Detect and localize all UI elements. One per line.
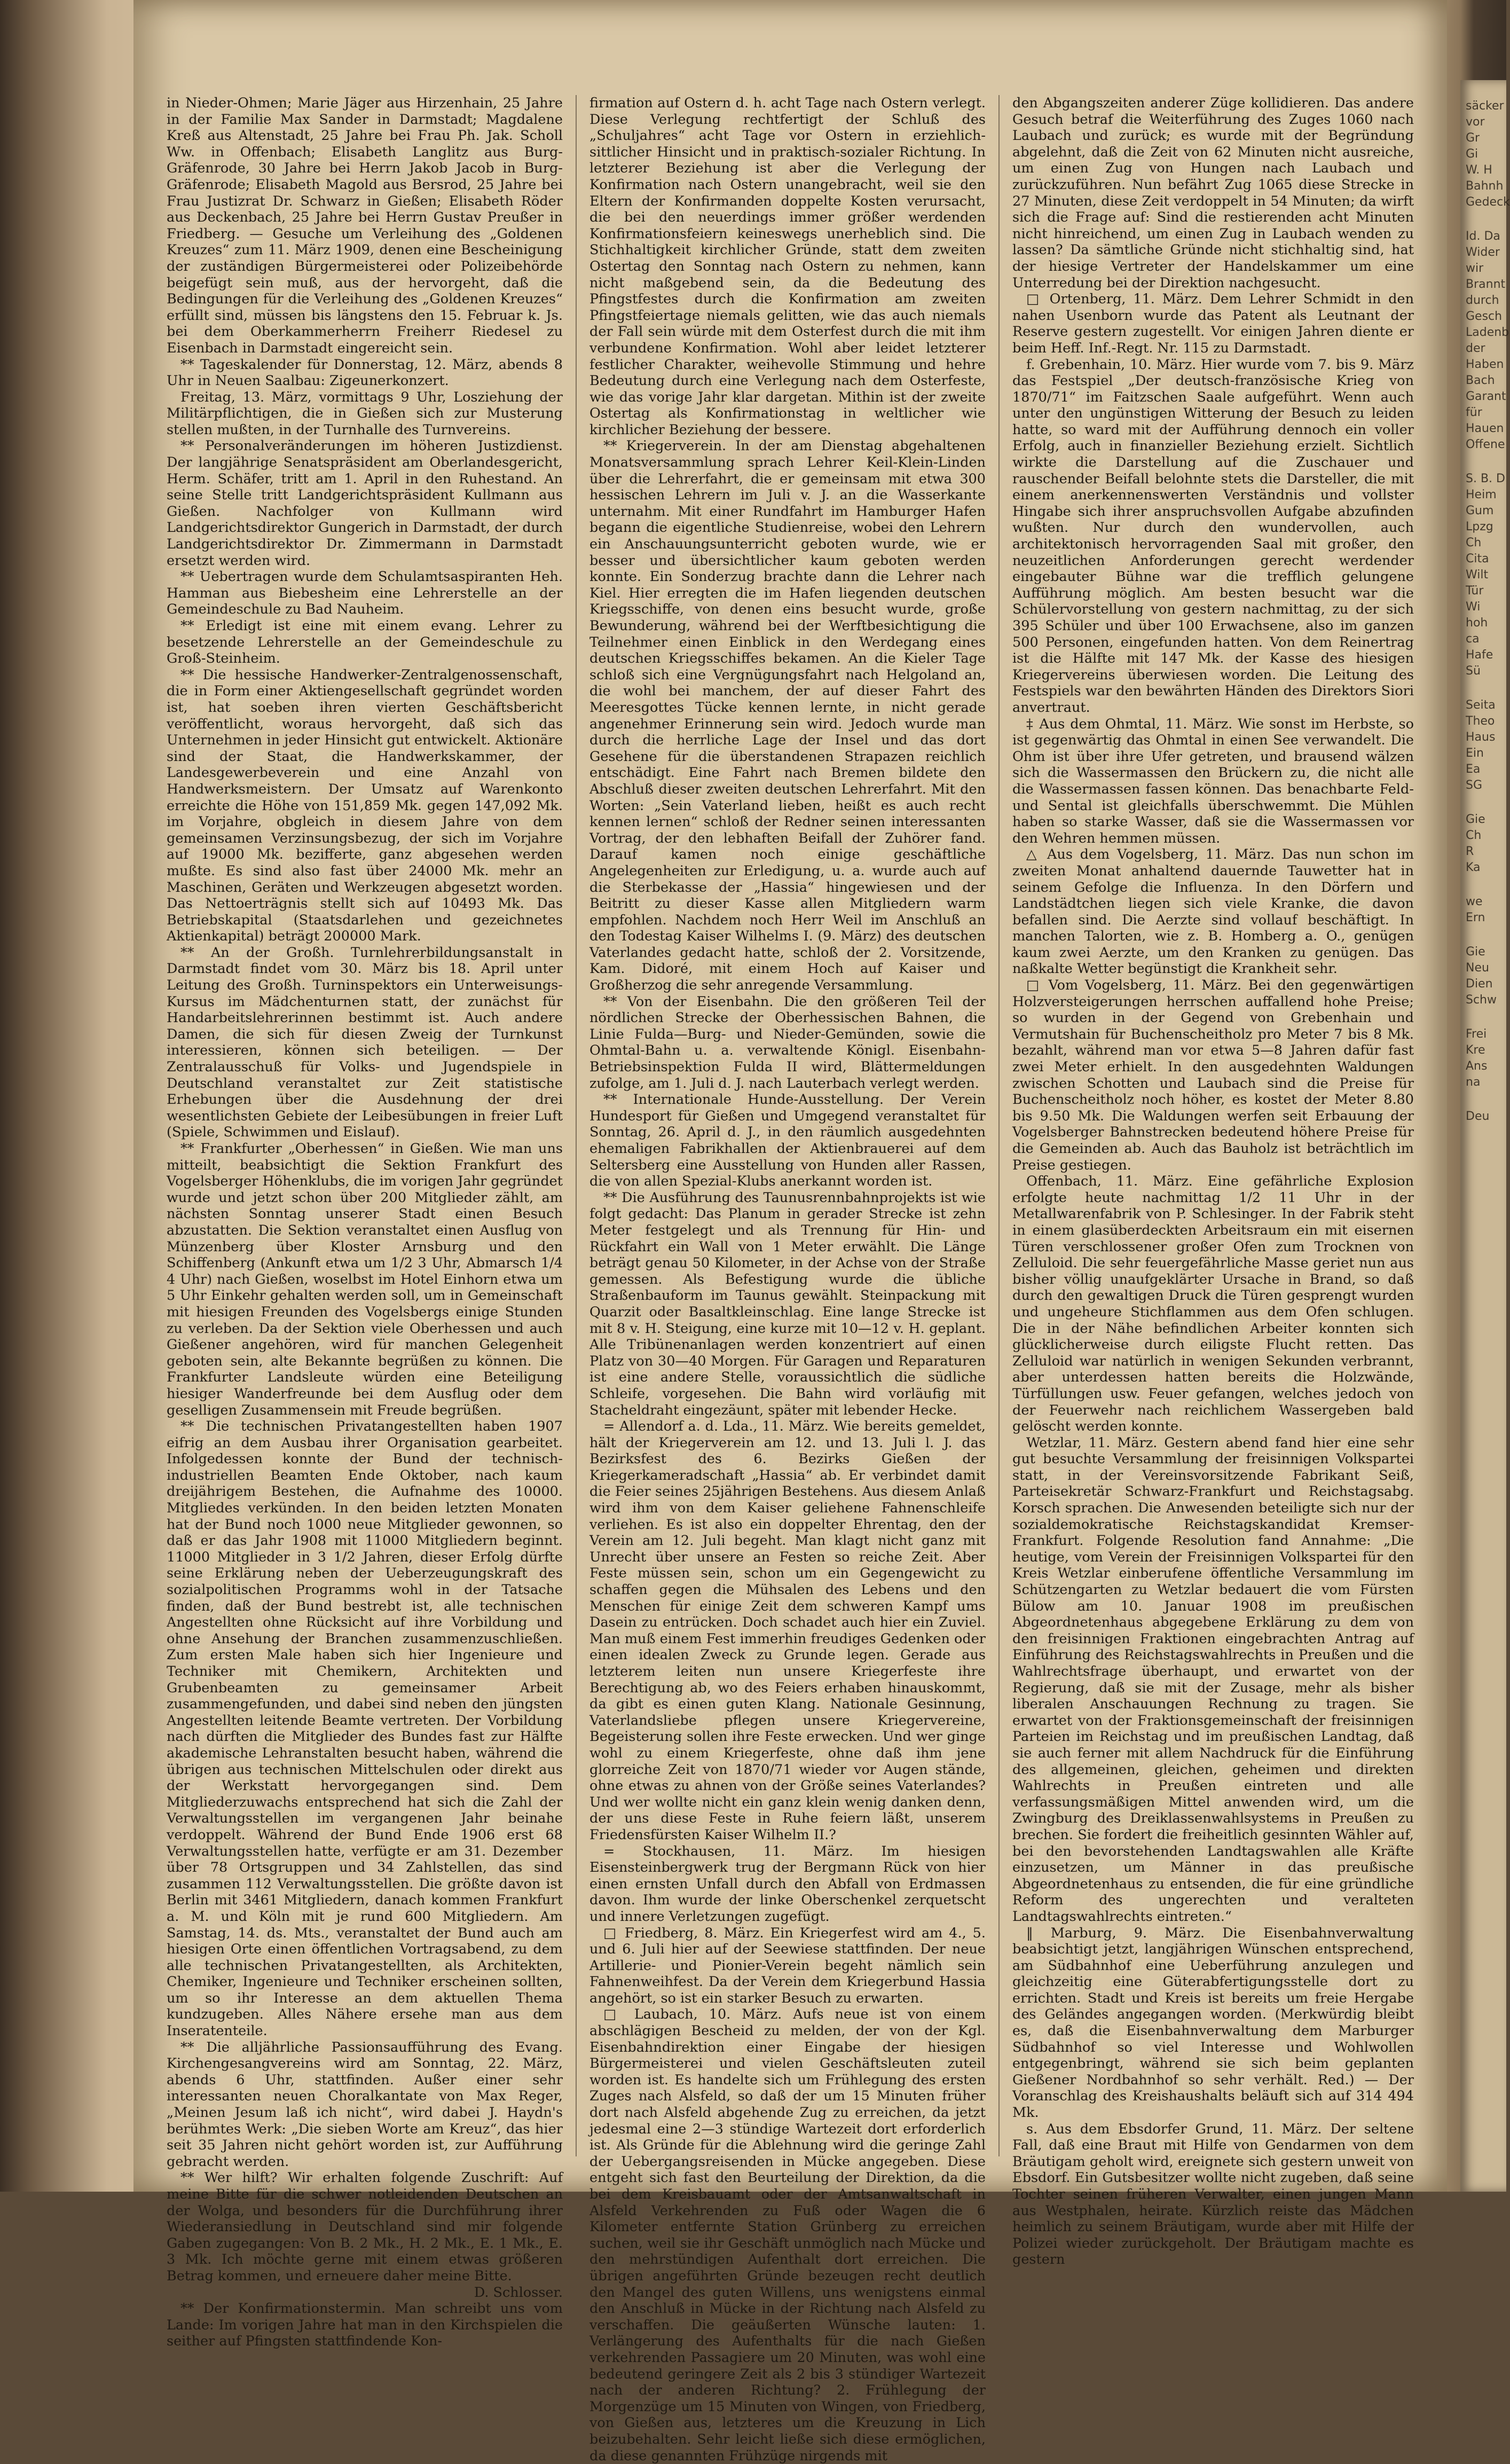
column-1 [167, 95, 563, 2350]
edge-text-line: Gie [1466, 945, 1485, 959]
edge-text-line: Ka [1466, 861, 1481, 874]
article-paragraph: ** Tageskalender für Donnerstag, 12. März, abends 8 Uhr in Neuen Saalbau: Zigeunerkonzert. [167, 356, 563, 389]
edge-text-line: Seita [1466, 699, 1496, 712]
next-page-edge [1460, 80, 1510, 2192]
edge-text-line: Wi [1466, 600, 1481, 614]
article-paragraph: Wetzlar, 11. März. Gestern abend fand hier eine sehr gut besuchte Versammlung der freisinnigen Volkspartei statt, in der Vereinsvorsitzende Fabrikant Seiß, Parteisekretär Schwarz-Frankfurt und Reichstagsabg. Korsch sprachen. Die Anwesenden beteiligte sich nur der sozialdemokratische Reichstagskandidat Kremser-Frankfurt. Folgende Resolution fand Annahme: „Die heutige, vom Verein der Freisinnigen Volkspartei für den Kreis Wetzlar einberufene öffentliche Versammlung im Schützengarten zu Wetzlar bedauert die vom Fürsten Bülow am 10. Januar 1908 im preußischen Abgeordnetenhaus abgegebene Erklärung zu dem von den freisinnigen Fraktionen eingebrachten Antrag auf Einführung des Reichstagswahlrechts in Preußen und die Wahlrechtsfrage überhaupt, und erwartet von der Regierung, daß sie mit der Zusage, mehr als bisher liberalen Anschauungen Rechnung zu tragen. Sie erwartet von der Fraktionsgemeinschaft der freisinnigen Parteien im Reichstag und im preußischen Landtag, daß sie auch ferner mit allem Nachdruck für die Einführung des allgemeinen, gleichen, geheimen und direkten Wahlrechts in Preußen eintreten und alle verfassungsmäßigen Mittel anwenden wird, um die Zwingburg des Dreiklassenwahlsystems in Preußen zu brechen. Sie fordert die freiheitlich gesinnten Wähler auf, bei den bevorstehenden Landtagswahlen alle Kräfte einzusetzen, um Männer in das preußische Abgeordnetenhaus zu entsenden, die für eine gründliche Reform des ungerechten und veralteten Landtagswahlrechts eintreten.“ [1012, 1434, 1414, 1925]
article-paragraph: ** Wer hilft? Wir erhalten folgende Zuschrift: Auf meine Bitte für die schwer notleidenden Deutschen an der Wolga, und besonders für die Durchführung ihrer Wiederansiedlung in Deutschland sind mir folgende Gaben zugegangen: Von B. 2 Mk., H. 2 Mk., E. 1 Mk., E. 3 Mk. Ich möchte gerne mit einem etwas größeren Betrag kommen, und erneuere daher meine Bitte. [167, 2170, 563, 2284]
column-3 [1012, 95, 1414, 2268]
edge-text-line: Gi [1466, 147, 1478, 161]
edge-text-block [1460, 1109, 1506, 1125]
edge-text-line: Ladenb [1466, 326, 1509, 339]
column-rule [576, 95, 577, 2156]
edge-text-line: Haben [1466, 358, 1504, 371]
edge-text-line: durch [1466, 294, 1499, 307]
edge-text-block [1460, 944, 1506, 1008]
edge-text-line: ca [1466, 632, 1480, 646]
article-paragraph: ‖ Marburg, 9. März. Die Eisenbahnverwaltung beabsichtigt jetzt, langjährigen Wünschen entsprechend, am Südbahnhof eine Ueberführung anzulegen und gleichzeitig eine Güterabfertigungsstelle dort zu errichten. Stadt und Kreis ist bereits um freie Hergabe des Geländes angegangen worden. (Merkwürdig bleibt es, daß die Eisenbahnverwaltung dem Marburger Südbahnhof so viel Interesse und Wohlwollen entgegenbringt, während sie sich beim geplanten Gießener Nordbahnhof so sehr verhält. Red.) — Der Voranschlag des Kreishaushalts beläuft sich auf 314 494 Mk. [1012, 1925, 1414, 2121]
edge-text-line: Ea [1466, 763, 1481, 776]
edge-text-line: Schw [1466, 993, 1497, 1007]
edge-text-line: Id. Da [1466, 230, 1500, 243]
edge-text-line: Deu [1466, 1110, 1490, 1123]
article-paragraph: Freitag, 13. März, vormittags 9 Uhr, Losziehung der Militärpflichtigen, die in Gießen sich zur Musterung stellen mußten, in der Turnhalle des Turnvereins. [167, 389, 563, 438]
edge-text-line: Hauen [1466, 422, 1504, 435]
edge-text-line: wir [1466, 262, 1484, 275]
edge-text-line: W. H [1466, 163, 1492, 177]
article-paragraph: □ Laubach, 10. März. Aufs neue ist von einem abschlägigen Bescheid zu melden, der von der Kgl. Eisenbahndirektion einer Eingabe der hiesigen Bürgermeisterei und vielen Geschäftsleuten zuteil worden ist. Es handelte sich um Frühlegung des ersten Zuges nach Alsfeld, so daß der um 15 Minuten früher dort nach Alsfeld abgehende Zug zu erreichen, da jetzt jedesmal eine 2—3 stündige Wartezeit dort erforderlich ist. Als Gründe für die Ablehnung wird die geringe Zahl der Uebergangsreisenden in Mücke angegeben. Diese entgeht sich fast den Beurteilung der Direktion, da die bei dem Kreisbauamt oder der Amtsanwaltschaft in Alsfeld Verkehrenden zu Fuß oder Wagen die 6 Kilometer entfernte Station Grünberg zu erreichen suchen, weil sie ihr Geschäft unmöglich nach Mücke und den mehrstündigen Aufenthalt dort erreichen. Die übrigen angeführten Gründe bezeugen recht deutlich den Mangel des guten Willens, uns wenigstens einmal den Anschluß in Mücke in der Richtung nach Alsfeld zu verschaffen. Die geäußerten Wünsche lauten: 1. Verlängerung des Aufenthalts für die nach Gießen verkehrenden Passagiere um 20 Minuten, was wohl eine bedeutend geringere Zeit als 2 bis 3 stündiger Wartezeit nach der anderen Richtung? 2. Frühlegung der Morgenzüge um 15 Minuten von Wingen, von Friedberg, von Gießen aus, letzteres um die Kreuzung in Lich beizubehalten. Sehr leicht ließe sich diese ermöglichen, da diese genannten Frühzüge nirgends mit [589, 2006, 986, 2464]
edge-text-line: Hafe [1466, 648, 1493, 662]
edge-text-line: Gum [1466, 504, 1494, 517]
article-paragraph: ** Uebertragen wurde dem Schulamtsaspiranten Heh. Hamman aus Biebesheim eine Lehrerstelle an der Gemeindeschule zu Bad Nauheim. [167, 569, 563, 618]
edge-text-line: we [1466, 895, 1483, 908]
edge-text-line: Cita [1466, 552, 1489, 566]
article-paragraph: ** Die technischen Privatangestellten haben 1907 eifrig an dem Ausbau ihrer Organisation gearbeitet. Infolgedessen konnte der Bund der technisch-industriellen Beamten Ende Oktober, nach kaum dreijährigem Bestehen, die Aufnahme des 10000. Mitgliedes verkünden. In den beiden letzten Monaten hat der Bund noch 1000 neue Mitglieder gewonnen, so daß er das Jahr 1908 mit 11000 Mitgliedern beginnt. 11000 Mitglieder in 3 1/2 Jahren, dieser Erfolg dürfte seine Erklärung neben der Ueberzeugungskraft des sozialpolitischen Programms wohl in der Tatsache finden, daß der Bund bestrebt ist, alle technischen Angestellten ohne Rücksicht auf ihre Vorbildung und ohne Ansehung der Branchen zusammenzuschließen. Zum ersten Male haben sich hier Ingenieure und Techniker mit Chemikern, Architekten und Grubenbeamten zu gemeinsamer Arbeit zusammengefunden, und dabei sind neben den jüngsten Angestellten leitende Beamte vertreten. Der Vorbildung nach dürften die Mitglieder des Bundes fast zur Hälfte akademische Lehranstalten besucht haben, während die übrigen aus technischen Mittelschulen oder direkt aus der Werkstatt hervorgegangen sind. Dem Mitgliederzuwachs entsprechend hat sich die Zahl der Verwaltungsstellen im vergangenen Jahr beinahe verdoppelt. Während der Bund Ende 1906 erst 68 Verwaltungsstellen hatte, verfügte er am 31. Dezember über 78 Ortsgruppen und 34 Zahlstellen, das sind zusammen 112 Verwaltungsstellen. Die größte davon ist Berlin mit 3461 Mitgliedern, danach kommen Frankfurt a. M. und Köln mit je rund 600 Mitgliedern. Am Samstag, 14. ds. Mts., veranstaltet der Bund auch am hiesigen Orte einen öffentlichen Vortragsabend, zu dem alle technischen Privatangestellten, als Architekten, Chemiker, Ingenieure und Techniker erscheinen sollten, um so ihr Interesse an dem aktuellen Thema kundzugeben. Alles Nähere ersehe man aus dem Inseratenteile. [167, 1418, 563, 2039]
article-paragraph: □ Ortenberg, 11. März. Dem Lehrer Schmidt in den nahen Usenborn wurde das Patent als Leutnant der Reserve gestern zugestellt. Vor einigen Jahren diente er beim Heff. Inf.-Regt. Nr. 115 zu Darmstadt. [1012, 291, 1414, 356]
signature: D. Schlosser. [474, 2284, 563, 2301]
edge-text-line: Haus [1466, 731, 1496, 744]
edge-text-line: Offene [1466, 438, 1505, 451]
edge-text-line: Ein [1466, 747, 1484, 760]
edge-text-line: Lpzg [1466, 520, 1493, 533]
edge-text-block [1460, 98, 1510, 210]
edge-text-line: hoh [1466, 616, 1488, 630]
edge-text-line: für [1466, 406, 1482, 419]
article-paragraph: ** Die hessische Handwerker-Zentralgenossenschaft, die in Form einer Aktiengesellschaft gegründet worden ist, hat soeben ihren vierten Geschäftsbericht veröffentlicht, woraus hervorgeht, daß sich das Unternehmen in jeder Hinsicht gut entwickelt. Aktionäre sind der Staat, die Handwerkskammer, der Landesgewerbeverein und eine Anzahl von Handwerksmeistern. Der Umsatz auf Warenkonto erreichte die Höhe von 151,859 Mk. gegen 147,092 Mk. im Vorjahre, obgleich in diesem Jahre von dem gemeinsamen Verzinsungsbezug, der sich im Vorjahre auf 19000 Mk. bezifferte, ganz abgesehen werden mußte. Es sind also fast über 24000 Mk. mehr an Maschinen, Geräten und Werkzeugen abgesetzt worden. Das Nettoerträgnis stellt sich auf 10493 Mk. Das Betriebskapital (Staatsdarlehen und gezeichnetes Aktienkapital) beträgt 200000 Mark. [167, 666, 563, 945]
column-2 [589, 95, 986, 2464]
edge-text-line: na [1466, 1076, 1481, 1089]
edge-text-block [1460, 229, 1509, 453]
article-paragraph: ** Der Konfirmationstermin. Man schreibt uns vom Lande: Im vorigen Jahre hat man in den Kirchspielen die seither auf Pfingsten stattfindende Kon- [167, 2301, 563, 2350]
article-paragraph: Offenbach, 11. März. Eine gefährliche Explosion erfolgte heute nachmittag 1/2 11 Uhr in der Metallwarenfabrik von P. Schlesinger. In der Fabrik steht in einem glasüberdeckten Arbeitsraum ein mit eisernen Türen verschlossener großer Ofen zum Trocknen von Zelluloid. Die sehr feuergefährliche Masse geriet nun aus bisher völlig unaufgeklärter Ursache in Brand, so daß durch den gewaltigen Druck die Türen gesprengt wurden und ungeheure Stichflammen aus dem Ofen schlugen. Die in der Nähe befindlichen Arbeiter konnten sich glücklicherweise durch eiligste Flucht retten. Das Zelluloid war natürlich in wenigen Sekunden verbrannt, aber unterdessen hatten bereits die Holzwände, Türfüllungen usw. Feuer gefangen, welches jedoch von der Feuerwehr nach reichlichem Wassergeben bald gelöscht werden konnte. [1012, 1173, 1414, 1435]
edge-text-line: Tür [1466, 584, 1484, 598]
article-paragraph: ** Von der Eisenbahn. Die den größeren Teil der nördlichen Strecke der Oberhessischen Bahnen, die Linie Fulda—Burg- und Nieder-Gemünden, sowie die Ohmtal-Bahn u. a. verwaltende Königl. Eisenbahn-Betriebsinspektion Fulda II wird, Blättermeldungen zufolge, am 1. Juli d. J. nach Lauterbach verlegt werden. [589, 993, 986, 1092]
article-paragraph: = Stockhausen, 11. März. Im hiesigen Eisensteinbergwerk trug der Bergmann Rück von hier einen ernsten Unfall durch den Abfall von Erdmassen davon. Ihm wurde der linke Oberschenkel zerquetscht und innere Verletzungen zugefügt. [589, 1843, 986, 1925]
edge-text-line: S. B. D [1466, 472, 1505, 485]
article-paragraph: △ Aus dem Vogelsberg, 11. März. Das nun schon im zweiten Monat anhaltend dauernde Tauwetter hat in seinem Gefolge die Influenza. In den Dörfern und Landstädtchen liegen sich viele Kranke, die davon befallen sind. Die Aerzte sind vollauf beschäftigt. In manchen Talorten, wie z. B. Homberg a. O., genügen kaum zwei Aerzte, um den Kranken zu genügen. Das naßkalte Wetter begünstigt die Krankheit sehr. [1012, 846, 1414, 977]
edge-text-line: Ern [1466, 911, 1485, 924]
edge-text-line: der [1466, 342, 1485, 355]
article-paragraph: ** Personalveränderungen im höheren Justizdienst. Der langjährige Senatspräsident am Oberlandesgericht, Herm. Schäfer, tritt am 1. April in den Ruhestand. An seine Stelle tritt Landgerichtspräsident Kullmann aus Gießen. Nachfolger von Kullmann wird Landgerichtsdirektor Gungerich in Darmstadt, der durch Landgerichtsdirektor Dr. Zimmermann in Darmstadt ersetzt werden wird. [167, 438, 563, 569]
article-paragraph: firmation auf Ostern d. h. acht Tage nach Ostern verlegt. Diese Verlegung rechtfertigt der Schluß des „Schuljahres“ acht Tage vor Ostern in erziehlich-sittlicher Hinsicht und in praktisch-sozialer Richtung. In letzterer Beziehung ist aber die Verlegung der Konfirmation nach Ostern unangebracht, weil sie den Eltern der Konfirmanden doppelte Kosten verursacht, die bei den neuerdings immer größer werdenden Konfirmationsfeiern keineswegs unerheblich sind. Die Stichhaltigkeit kirchlicher Gründe, statt dem zweiten Ostertag den Sonntag nach Ostern zu nehmen, kann nicht maßgebend sein, da die Bedeutung des Pfingstfestes durch die Konfirmation am zweiten Pfingstfeiertage niemals gelitten, wie das auch niemals der Fall sein würde mit dem Osterfest durch die mit ihm verbundene Konfirmation. Wohl aber leidet letzterer festlicher Charakter, weihevolle Stimmung und hehre Bedeutung durch eine Verlegung nach dem Osterfeste, wie das vorige Jahr klar dargetan. Mithin ist der zweite Ostertag als Konfirmationstag in weltlicher wie kirchlicher Beziehung der bessere. [589, 95, 986, 438]
article-paragraph: in Nieder-Ohmen; Marie Jäger aus Hirzenhain, 25 Jahre in der Familie Max Sander in Darmstadt; Magdalene Kreß aus Altenstadt, 25 Jahre bei Frau Ph. Jak. Scholl Ww. in Offenbach; Elisabeth Langlitz aus Burg-Gräfenrode, 30 Jahre bei Herrn Jakob Jacob in Burg-Gräfenrode; Elisabeth Magold aus Bersrod, 25 Jahre bei Frau Justizrat Dr. Schwarz in Gießen; Elisabeth Röder aus Deckenbach, 25 Jahre bei Herrn Gustav Preußer in Friedberg. — Gesuche um Verleihung des „Goldenen Kreuzes“ zum 11. März 1909, denen eine Bescheinigung der zuständigen Bürgermeisterei oder Polizeibehörde beigefügt sein muß, aus der hervorgeht, daß die Bedingungen für die Verleihung des „Goldenen Kreuzes“ erfüllt sind, müssen bis längstens den 15. Februar k. Js. bei dem Oberkammerherrn Freiherr Riedesel zu Eisenbach in Darmstadt eingereicht sein. [167, 95, 563, 356]
edge-text-line: Dien [1466, 977, 1493, 991]
edge-text-line: R [1466, 845, 1474, 858]
edge-text-block [1460, 812, 1506, 876]
edge-text-line: Gesch [1466, 310, 1503, 323]
edge-text-line: Wider [1466, 246, 1500, 259]
edge-text-block [1460, 894, 1506, 926]
edge-text-line: Ch [1466, 829, 1482, 842]
edge-text-line: Gr [1466, 131, 1480, 145]
edge-text-line: Theo [1466, 715, 1495, 728]
article-paragraph: ‡ Aus dem Ohmtal, 11. März. Wie sonst im Herbste, so ist gegenwärtig das Ohmtal in einen See verwandelt. Die Ohm ist über ihre Ufer getreten, und brausend wälzen sich die Wassermassen den Brückern zu, die nicht alle die Wassermassen fassen können. Das benachbarte Feld- und Sental ist gleichfalls überschwemmt. Die Mühlen haben so starke Wasser, daß sie die Wassermassen vor den Wehren hemmen müssen. [1012, 716, 1414, 846]
edge-text-line: Wilt [1466, 568, 1489, 582]
article-paragraph: □ Vom Vogelsberg, 11. März. Bei den gegenwärtigen Holzversteigerungen herrschen auffallend hohe Preise; so wurden in der Gegend von Grebenhain und Vermutshain für Buchenscheitholz pro Meter 7 bis 8 Mk. bezahlt, während man vor etwa 5—8 Jahren dafür fast zwei Meter erhielt. In den ausgedehnten Waldungen zwischen Schotten und Laubach sind die Preise für Buchenscheitholz noch höher, es kostet der Meter 8.80 bis 9.50 Mk. Die Waldungen werfen seit Erbauung der Vogelsberger Bahnstrecken bedeutend höhere Preise für die Gemeinden ab. Auch das Bauholz ist beträchtlich im Preise gestiegen. [1012, 977, 1414, 1173]
edge-text-line: Ch [1466, 536, 1482, 550]
edge-text-line: Garant [1466, 390, 1506, 403]
article-columns [167, 95, 1421, 2464]
article-paragraph: ** Kriegerverein. In der am Dienstag abgehaltenen Monatsversammlung sprach Lehrer Keil-Klein-Linden über die Lehrerfahrt, die er gemeinsam mit etwa 300 hessischen Lehrern im Juli v. J. an die Wasserkante unternahm. Mit einer Rundfahrt im Hamburger Hafen begann die eigentliche Studienreise, wobei den Lehrern ein Anschauungsunterricht geboten wurde, wie er besser und übersichtlicher kaum geboten werden konnte. Ein Sonderzug brachte dann die Lehrer nach Kiel. Hier erregten die im Hafen liegenden deutschen Kriegsschiffe, von denen eins besucht wurde, große Bewunderung, während bei der Werftbesichtigung die Teilnehmer einen Einblick in den Werdegang eines deutschen Kriegsschiffes bekamen. An die Kieler Tage schloß sich eine Vergnügungsfahrt nach Helgoland an, die wohl bei manchem, der auf dieser Fahrt des Meeresgottes Tücke kennen lernte, in nicht gerade angenehmer Erinnerung sein wird. Jedoch wurde man durch die herrliche Lage der Insel und das dort Gesehene für die überstandenen Strapazen reichlich entschädigt. Eine Fahrt nach Bremen bildete den Abschluß dieser zweiten deutschen Lehrerfahrt. Mit den Worten: „Sein Vaterland lieben, heißt es auch recht kennen lernen“ schloß der Redner seinen interessanten Vortrag, der den lebhaften Beifall der Zuhörer fand. Darauf kamen noch einige geschäftliche Angelegenheiten zur Erledigung, u. a. wurde auch auf die Sterbekasse der „Hassia“ hingewiesen und der Beitritt zu dieser Kasse allen Mitgliedern warm empfohlen. Nachdem noch Herr Weil im Anschluß an den Todestag Kaiser Wilhelms I. (9. März) des deutschen Vaterlandes gedacht hatte, schloß der 2. Vorsitzende, Kam. Didoré, mit einem Hoch auf Kaiser und Großherzog die sehr anregende Versammlung. [589, 438, 986, 994]
article-paragraph: □ Friedberg, 8. März. Ein Kriegerfest wird am 4., 5. und 6. Juli hier auf der Seewiese stattfinden. Der neue Artillerie- und Pionier-Verein begeht nämlich sein Fahnenweihfest. Da der Verein dem Kriegerbund Hassia angehört, so ist ein starker Besuch zu erwarten. [589, 1925, 986, 2006]
edge-text-block [1460, 471, 1506, 679]
edge-text-line: Neu [1466, 961, 1489, 975]
article-paragraph: f. Grebenhain, 10. März. Hier wurde vom 7. bis 9. März das Festspiel „Der deutsch-französische Krieg von 1870/71“ im Faitzschen Saale aufgeführt. Wenn auch unter den ungünstigen Witterung der Besuch zu leiden hatte, so ward mit der Aufführung dennoch ein voller Erfolg, auch in finanzieller Beziehung erzielt. Sichtlich wirkte die Darstellung auf die Zuschauer und rauschender Beifall belohnte stets die Darsteller, die mit einem anerkennenswerten Verständnis und vollster Hingabe sich ihrer anspruchsvollen Aufgabe abzufinden wußten. Nur durch den wundervollen, auch architektonisch hervorragenden Saal mit großer, den neuzeitlichen Anforderungen gerecht werdender eingebauter Bühne war die trefflich gelungene Aufführung möglich. Am besten besucht war die Schülervorstellung von gestern nachmittag, zu der sich 395 Schüler und über 100 Erwachsene, also im ganzen 500 Personen, eingefunden hatten. Von dem Reinertrag ist die Hälfte mit 147 Mk. der Kasse des hiesigen Kriegervereins überwiesen worden. Die Leitung des Festspiels war den bewährten Händen des Direktors Siori anvertraut. [1012, 356, 1414, 716]
edge-text-line: Bach [1466, 374, 1495, 387]
article-paragraph: ** Internationale Hunde-Ausstellung. Der Verein Hundesport für Gießen und Umgegend veranstaltet für Sonntag, 26. April d. J., in den räumlich ausgedehnten ehemaligen Fabrikhallen der Aktienbrauerei auf dem Seltersberg eine Ausstellung von Hunden aller Rassen, die von allen Spezial-Klubs anerkannt worden ist. [589, 1092, 986, 1190]
edge-text-block [1460, 1026, 1506, 1090]
edge-text-line: SG [1466, 779, 1483, 792]
edge-text-line: säcker [1466, 99, 1504, 113]
article-paragraph: ** Die Ausführung des Taunusrennbahnprojekts ist wie folgt gedacht: Das Planum in gerader Strecke ist zehn Meter festgelegt und als Trennung für Hin- und Rückfahrt ein Wall von 1 Meter erwählt. Die Länge beträgt genau 50 Kilometer, in der Achse von der Straße gemessen. Als Befestigung wurde die übliche Straßenbauform im Taunus gewählt. Steinpackung mit Quarzit oder Basaltkleinschlag. Eine lange Strecke ist mit 8 v. H. Steigung, eine kurze mit 10—12 v. H. geplant. Alle Tribünenanlagen werden konzentriert auf einen Platz von 30—40 Morgen. Für Garagen und Reparaturen ist eine andere Stelle, voraussichtlich die südliche Schleife, vorgesehen. Die Bahn wird vorläufig mit Stacheldraht eingezäunt, später mit lebender Hecke. [589, 1189, 986, 1418]
article-paragraph: s. Aus dem Ebsdorfer Grund, 11. März. Der seltene Fall, daß eine Braut mit Hilfe von Gendarmen von dem Bräutigam geholt wird, ereignete sich gestern unweit von Ebsdorf. Ein Gutsbesitzer wollte nicht zugeben, daß seine Tochter seinen früheren Verwalter, einen jungen Mann aus Westphalen, heirate. Kürzlich reiste das Mädchen heimlich zu seinem Bräutigam, wurde aber mit Hilfe der Polizei wieder zurückgeholt. Der Bräutigam machte es gestern [1012, 2121, 1414, 2268]
edge-text-line: Brannt [1466, 278, 1506, 291]
article-paragraph: ** Die alljährliche Passionsaufführung des Evang. Kirchengesangvereins wird am Sonntag, 22. März, abends 6 Uhr, stattfinden. Außer einer sehr interessanten neuen Choralkantate von Max Reger, „Meinen Jesum laß ich nicht“, wird dabei J. Haydn's berühmtes Werk: „Die sieben Worte am Kreuz“, das hier seit 35 Jahren nicht gehört worden ist, zur Aufführung gebracht werden. [167, 2039, 563, 2170]
edge-text-line: Gedeck [1466, 195, 1510, 209]
article-paragraph: den Abgangszeiten anderer Züge kollidieren. Das andere Gesuch betraf die Weiterführung des Zuges 1060 nach Laubach und zurück; es wurde mit der Begründung abgelehnt, daß die Zeit von 62 Minuten nicht ausreiche, um einen Zug von Hungen nach Laubach und zurückzuführen. Nun befährt Zug 1065 diese Strecke in 27 Minuten, diese Zeit verdoppelt in 54 Minuten; da wirft sich die Frage auf: Sind die restierenden acht Minuten nicht hinreichend, um einen Zug in Laubach wenden zu lassen? Da sämtliche Gründe nicht stichhaltig sind, hat der hiesige Vertreter der Handelskammer um eine Unterredung bei der Direktion nachgesucht. [1012, 95, 1414, 291]
column-rule [998, 95, 1000, 2156]
edge-text-line: Heim [1466, 488, 1497, 501]
edge-text-line: Gie [1466, 813, 1485, 826]
edge-text-line: Ans [1466, 1060, 1488, 1073]
edge-text-line: Sü [1466, 664, 1481, 678]
article-paragraph: ** Erledigt ist eine mit einem evang. Lehrer zu besetzende Lehrerstelle an der Gemeindeschule zu Groß-Steinheim. [167, 618, 563, 667]
edge-text-line: vor [1466, 115, 1485, 129]
edge-text-line: Frei [1466, 1027, 1487, 1041]
edge-text-line: Kre [1466, 1043, 1485, 1057]
article-paragraph: ** An der Großh. Turnlehrerbildungsanstalt in Darmstadt findet vom 30. März bis 18. April unter Leitung des Großh. Turninspektors ein Unterweisungs-Kursus im Mädchenturnen statt, der zunächst für Handarbeitslehrerinnen bestimmt ist. Auch andere Damen, die sich für diesen Zweig der Turnkunst interessieren, können sich beteiligen. — Der Zentralausschuß für Volks- und Jugendspiele in Deutschland veranstaltet zur Zeit statistische Erhebungen über die Ausdehnung der drei wesentlichsten Gebiete der Leibesübungen in freier Luft (Spiele, Schwimmen und Eislauf). [167, 944, 563, 1141]
edge-text-line: Bahnh [1466, 179, 1504, 193]
edge-text-block [1460, 697, 1506, 794]
article-paragraph: ** Frankfurter „Oberhessen“ in Gießen. Wie man uns mitteilt, beabsichtigt die Sektion Frankfurt des Vogelsberger Höhenklubs, die im vorigen Jahr gegründet wurde und jetzt schon über 200 Mitglieder zählt, am nächsten Sonntag unserer Stadt einen Besuch abzustatten. Die Sektion veranstaltet einen Ausflug von Münzenberg über Kloster Arnsburg und den Schiffenberg (Ankunft etwa um 1/2 3 Uhr, Abmarsch 1/4 4 Uhr) nach Gießen, woselbst im Hotel Einhorn etwa um 5 Uhr Einkehr gehalten werden soll, um in Gemeinschaft mit hiesigen Freunden des Vogelsbergs einige Stunden zu verleben. Da der Sektion viele Oberhessen und auch Gießener angehören, wird für manchen Gelegenheit geboten sein, alte Bekannte begrüßen zu können. Die Frankfurter Landsleute würden eine Beteiligung hiesiger Wanderfreunde bei dem Ausflug oder dem geselligen Zusammensein mit Freude begrüßen. [167, 1141, 563, 1418]
article-paragraph: = Allendorf a. d. Lda., 11. März. Wie bereits gemeldet, hält der Kriegerverein am 12. und 13. Juli l. J. das Bezirksfest des 6. Bezirks Gießen der Kriegerkameradschaft „Hassia“ ab. Er verbindet damit die Feier seines 25jährigen Bestehens. Aus diesem Anlaß wird ihm von dem Kaiser geliehene Fahnenschleife verliehen. Es ist also ein doppelter Ehrentag, den der Verein am 12. Juli begeht. Man klagt nicht ganz mit Unrecht über unsere an Festen so reiche Zeit. Aber Feste müssen sein, schon um ein Gegengewicht zu schaffen gegen die Mühsalen des Lebens und den Menschen für einige Zeit dem schweren Kampf ums Dasein zu entrücken. Doch schadet auch hier ein Zuviel. Man muß einem Fest immerhin freudiges Gedenken oder einen idealen Zweck zu Grunde legen. Gerade aus letzterem leiten nun unsere Kriegerfeste ihre Berechtigung ab, wo des Feiers erhaben hinauskommt, da gibt es einen guten Klang. Nationale Gesinnung, Vaterlandsliebe pflegen unsere Kriegervereine, Begeisterung sollen ihre Feste erwecken. Und wer ginge wohl zu einem Kriegerfeste, ohne daß ihm jene glorreiche Zeit von 1870/71 wieder vor Augen stände, ohne etwas zu ahnen von der Größe seines Vaterlandes? Und wer wollte nicht ein ganz klein wenig danken denn, der uns diese Feste in Ruhe feiern läßt, unserem Friedensfürsten Kaiser Wilhelm II.? [589, 1418, 986, 1843]
